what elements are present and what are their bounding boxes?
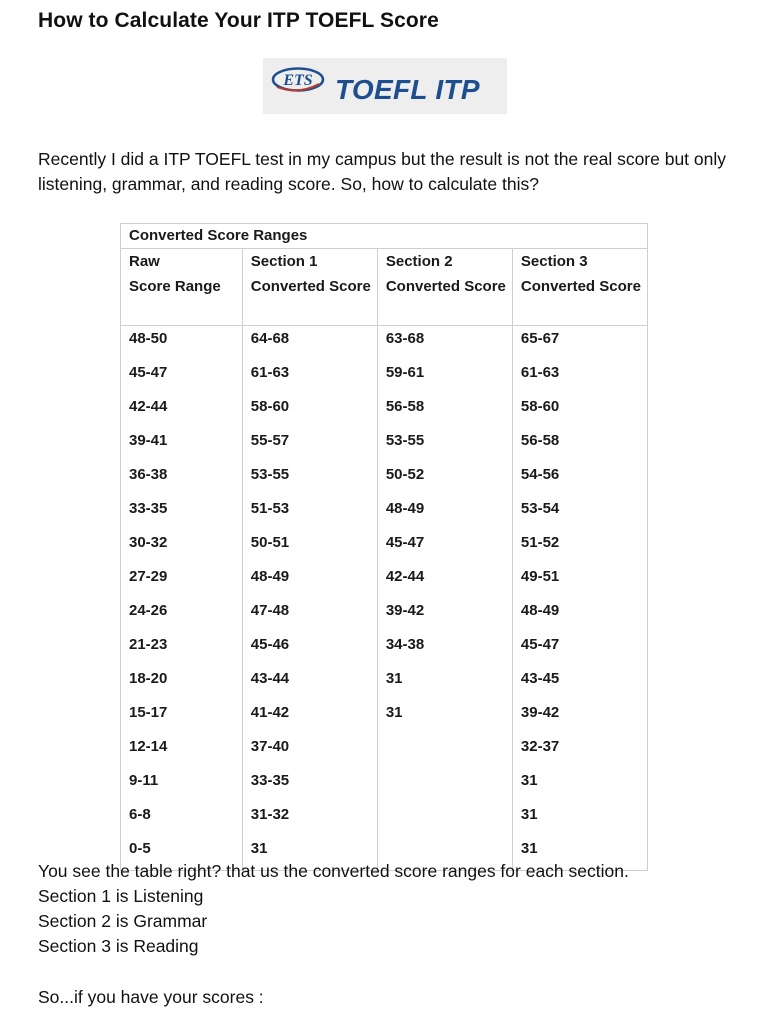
table-row (121, 462, 648, 496)
section-3-cell: 43-45 (512, 666, 647, 700)
table-row (121, 428, 648, 462)
table-row (121, 394, 648, 428)
section-3-cell: 49-51 (512, 564, 647, 598)
table-row (121, 598, 648, 632)
section-2-cell (377, 768, 512, 802)
section-3-cell: 48-49 (512, 598, 647, 632)
raw-score-cell: 36-38 (121, 462, 243, 496)
table-header-row (121, 249, 648, 326)
explanation-line: Section 2 is Grammar (38, 911, 208, 931)
header-section-1 (242, 249, 377, 326)
raw-score-cell: 48-50 (121, 326, 243, 361)
section-2-cell: 45-47 (377, 530, 512, 564)
header-section-3-subtitle: Converted Score (520, 278, 641, 295)
header-raw-title: Raw (129, 253, 160, 270)
section-3-cell: 56-58 (512, 428, 647, 462)
table-body (121, 326, 648, 871)
table-row (121, 802, 648, 836)
table-row (121, 326, 648, 361)
section-2-cell: 63-68 (377, 326, 512, 361)
section-3-cell: 31 (512, 802, 647, 836)
explanation-block (38, 859, 728, 959)
raw-score-cell: 45-47 (121, 360, 243, 394)
section-1-cell: 61-63 (242, 360, 377, 394)
raw-score-cell: 39-41 (121, 428, 243, 462)
raw-score-cell: 21-23 (121, 632, 243, 666)
section-2-cell (377, 802, 512, 836)
header-section-2-subtitle: Converted Score (385, 278, 506, 295)
section-1-cell: 43-44 (242, 666, 377, 700)
table-row (121, 666, 648, 700)
raw-score-cell: 0-5 (121, 836, 243, 871)
table-caption: Converted Score Ranges (121, 224, 648, 249)
table-row (121, 768, 648, 802)
section-2-cell: 31 (377, 700, 512, 734)
section-1-cell: 51-53 (242, 496, 377, 530)
section-2-cell: 31 (377, 666, 512, 700)
section-2-cell: 42-44 (377, 564, 512, 598)
raw-score-cell: 30-32 (121, 530, 243, 564)
table-row (121, 564, 648, 598)
section-1-cell: 64-68 (242, 326, 377, 361)
ets-mark-text: ETS (283, 72, 313, 89)
section-3-cell: 53-54 (512, 496, 647, 530)
explanation-line: Section 1 is Listening (38, 886, 204, 906)
explanation-line: You see the table right? that us the converted score ranges for each section. (38, 861, 629, 881)
section-3-cell: 65-67 (512, 326, 647, 361)
header-section-2 (377, 249, 512, 326)
closing-paragraph: So...if you have your scores : (38, 987, 264, 1007)
raw-score-cell: 27-29 (121, 564, 243, 598)
header-raw (121, 249, 243, 326)
ets-logo-icon (271, 67, 325, 93)
section-3-cell: 31 (512, 836, 647, 871)
section-3-cell: 51-52 (512, 530, 647, 564)
section-1-cell: 55-57 (242, 428, 377, 462)
section-2-cell: 50-52 (377, 462, 512, 496)
section-3-cell: 31 (512, 768, 647, 802)
raw-score-cell: 6-8 (121, 802, 243, 836)
raw-score-cell: 42-44 (121, 394, 243, 428)
raw-score-cell: 12-14 (121, 734, 243, 768)
table-row (121, 530, 648, 564)
raw-score-cell: 15-17 (121, 700, 243, 734)
section-1-cell: 58-60 (242, 394, 377, 428)
section-1-cell: 31 (242, 836, 377, 871)
table-row (121, 700, 648, 734)
section-1-cell: 31-32 (242, 802, 377, 836)
section-2-cell (377, 734, 512, 768)
raw-score-cell: 33-35 (121, 496, 243, 530)
section-1-cell: 41-42 (242, 700, 377, 734)
section-2-cell: 59-61 (377, 360, 512, 394)
raw-score-cell: 24-26 (121, 598, 243, 632)
explanation-line: Section 3 is Reading (38, 936, 199, 956)
section-1-cell: 37-40 (242, 734, 377, 768)
section-1-cell: 53-55 (242, 462, 377, 496)
section-1-cell: 50-51 (242, 530, 377, 564)
converted-score-table (120, 223, 648, 871)
header-section-3-title: Section 3 (520, 253, 588, 270)
section-2-cell: 39-42 (377, 598, 512, 632)
section-3-cell: 32-37 (512, 734, 647, 768)
raw-score-cell: 18-20 (121, 666, 243, 700)
page-title: How to Calculate Your ITP TOEFL Score (38, 9, 439, 32)
section-2-cell: 56-58 (377, 394, 512, 428)
section-2-cell: 34-38 (377, 632, 512, 666)
section-3-cell: 61-63 (512, 360, 647, 394)
section-1-cell: 48-49 (242, 564, 377, 598)
raw-score-cell: 9-11 (121, 768, 243, 802)
header-section-3 (512, 249, 647, 326)
section-2-cell: 53-55 (377, 428, 512, 462)
intro-paragraph: Recently I did a ITP TOEFL test in my campus but the result is not the real score but only listening, grammar, and reading score. So, how to calculate this? (38, 149, 727, 194)
table-row (121, 734, 648, 768)
header-section-1-title: Section 1 (250, 253, 318, 270)
section-1-cell: 33-35 (242, 768, 377, 802)
section-1-cell: 45-46 (242, 632, 377, 666)
section-3-cell: 54-56 (512, 462, 647, 496)
header-raw-subtitle: Score Range (129, 278, 221, 295)
header-section-2-title: Section 2 (385, 253, 453, 270)
section-2-cell: 48-49 (377, 496, 512, 530)
section-3-cell: 39-42 (512, 700, 647, 734)
logo-wordmark: TOEFL ITP (335, 74, 480, 105)
toefl-itp-logo (263, 58, 507, 114)
table-row (121, 360, 648, 394)
section-3-cell: 58-60 (512, 394, 647, 428)
section-1-cell: 47-48 (242, 598, 377, 632)
header-section-1-subtitle: Converted Score (250, 278, 371, 295)
section-3-cell: 45-47 (512, 632, 647, 666)
table-row (121, 632, 648, 666)
table-row (121, 496, 648, 530)
